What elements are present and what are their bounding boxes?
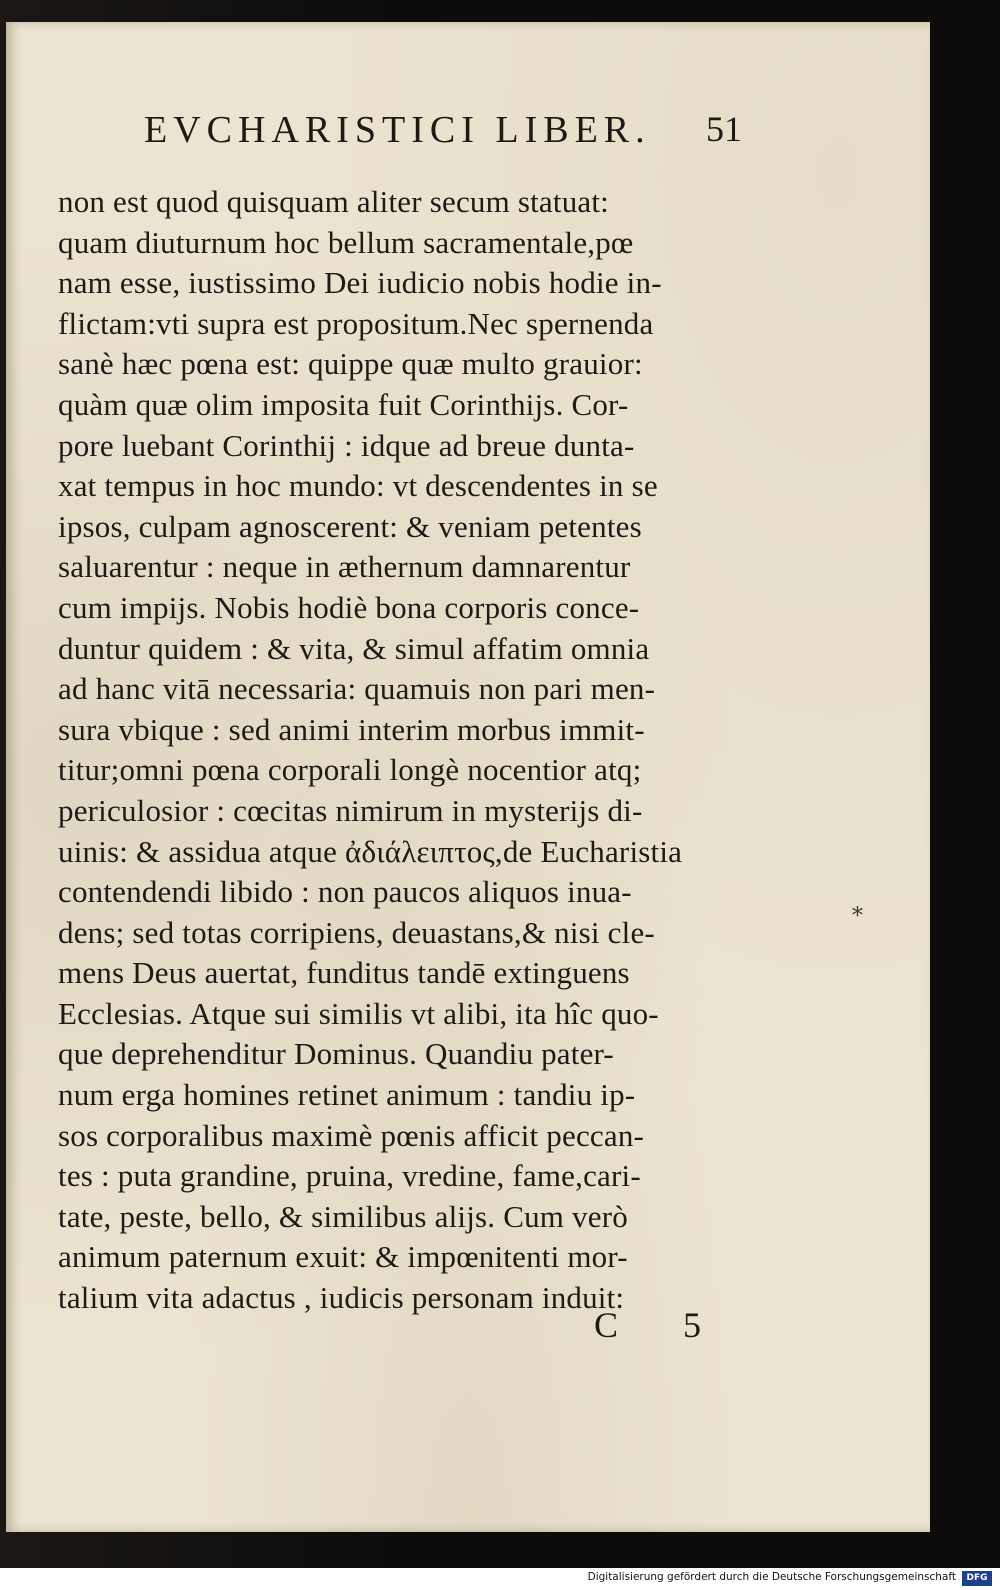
text-line: animum paternum exuit: & impœnitenti mor-: [58, 1239, 628, 1275]
margin-asterisk: *: [852, 904, 863, 929]
text-line: ipsos, culpam agnoscerent: & veniam petentes: [58, 508, 642, 544]
text-line: xat tempus in hoc mundo: vt descendentes in se: [58, 468, 658, 504]
text-line: contendendi libido : non paucos aliquos inua-: [58, 874, 632, 910]
running-title: EVCHARISTICI LIBER.: [144, 109, 651, 151]
text-line: tes : puta grandine, pruina, vredine, fame,cari-: [58, 1158, 641, 1194]
footer-credit: Digitalisierung gefördert durch die Deutsche Forschungsgemeinschaft: [587, 1571, 956, 1583]
text-line: sos corporalibus maximè pœnis afficit peccan-: [58, 1117, 645, 1153]
book-page: [6, 22, 930, 1532]
text-line: pore luebant Corinthij : idque ad breue dunta-: [58, 427, 635, 463]
text-line: uinis: & assidua atque ἀδιάλειπτος,de Eucharistia: [58, 833, 683, 869]
text-line: talium vita adactus , iudicis personam induit:: [58, 1280, 625, 1316]
body-text: [58, 182, 778, 1319]
text-line: Ecclesias. Atque sui similis vt alibi, ita hîc quo-: [58, 995, 659, 1031]
text-line: quàm quæ olim imposita fuit Corinthijs. Cor-: [58, 386, 629, 422]
page-number: 51: [706, 109, 742, 149]
dfg-logo[interactable]: DFG: [962, 1571, 992, 1586]
text-line: dens; sed totas corripiens, deuastans,& nisi cle-: [58, 914, 655, 950]
text-line: quam diuturnum hoc bellum sacramentale,pœ: [58, 224, 634, 260]
text-line: que deprehenditur Dominus. Quandiu pater-: [58, 1036, 614, 1072]
signature-mark: C 5: [594, 1305, 730, 1345]
text-line: sura vbique : sed animi interim morbus immit-: [58, 711, 645, 747]
running-head: [6, 108, 930, 168]
text-line: num erga homines retinet animum : tandiu ip-: [58, 1077, 636, 1113]
text-line: nam esse, iustissimo Dei iudicio nobis hodie in-: [58, 265, 662, 301]
text-line: non est quod quisquam aliter secum statuat:: [58, 184, 609, 219]
digitization-footer: [0, 1568, 1000, 1590]
text-line: ad hanc vitā necessaria: quamuis non pari men-: [58, 671, 656, 707]
text-line: saluarentur : neque in æthernum damnarentur: [58, 549, 631, 585]
text-line: periculosior : cœcitas nimirum in mysterijs di-: [58, 792, 643, 828]
text-line: tate, peste, bello, & similibus alijs. Cum verò: [58, 1198, 628, 1234]
text-line: mens Deus auertat, funditus tandē extinguens: [58, 955, 630, 991]
text-line: sanè hæc pœna est: quippe quæ multo grauior:: [58, 346, 643, 382]
text-line: titur;omni pœna corporali longè nocentior atq;: [58, 752, 642, 788]
text-line: duntur quidem : & vita, & simul affatim omnia: [58, 630, 650, 666]
text-line: cum impijs. Nobis hodiè bona corporis conce-: [58, 589, 640, 625]
text-line: flictam:vti supra est propositum.Nec spernenda: [58, 305, 654, 341]
